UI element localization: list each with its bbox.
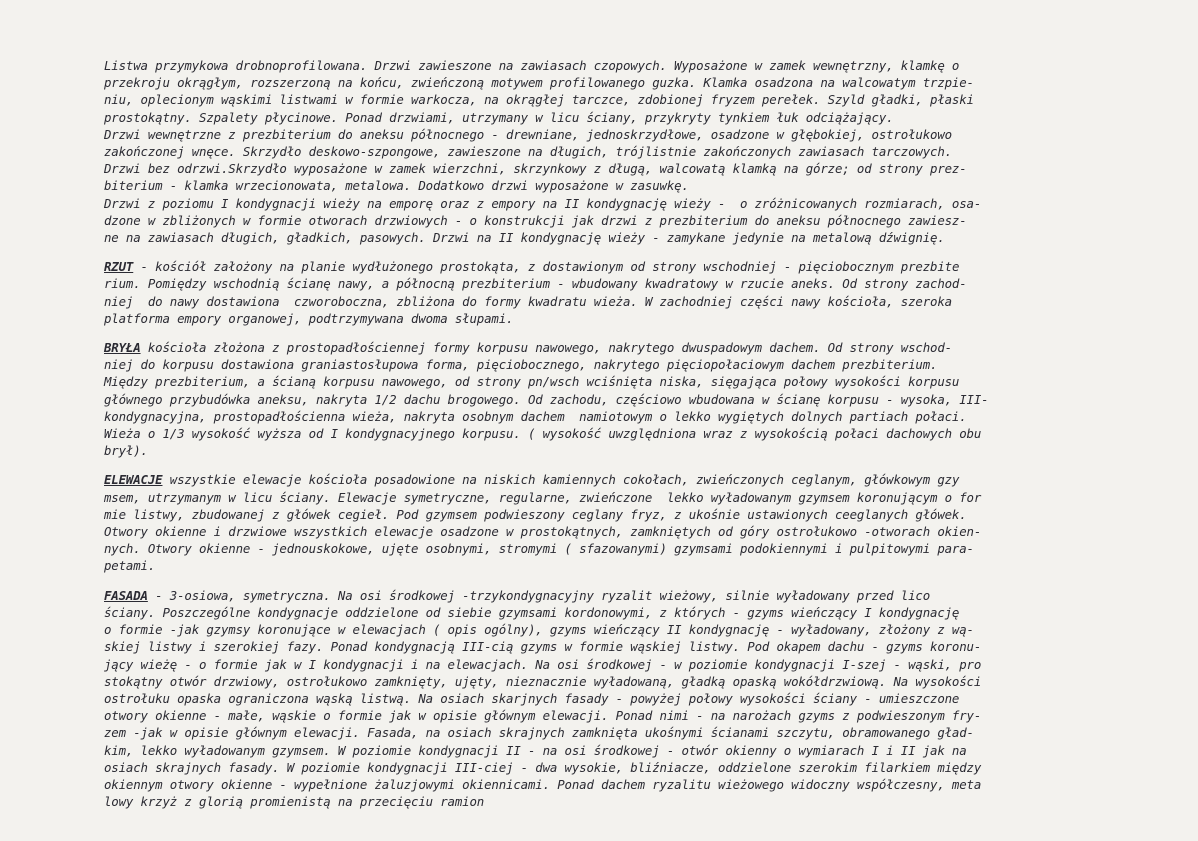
section-heading-elewacje: ELEWACJE xyxy=(104,472,163,488)
text-line: niej do nawy dostawiona czworoboczna, zbliżona do formy kwadratu wieża. W zachodniej części nawy kościoła, szeroka xyxy=(104,293,952,309)
text-line: niej do korpusu dostawiona graniastosłupowa forma, pięciobocznego, nakrytego pięciopołaciowym dachem prezbiterium. xyxy=(104,357,938,373)
text-line: - kościół założony na planie wydłużonego prostokąta, z dostawionym od strony wschodniej - pięciobocznym prezbite xyxy=(133,259,960,275)
text-line: nych. Otwory okienne - jednouskokowe, ujęte osobnymi, stromymi ( sfazowanymi) gzymsami podokiennymi i pulpitowymi para- xyxy=(104,541,974,557)
text-line: Między prezbiterium, a ścianą korpusu nawowego, od strony pn/wsch wciśnięta niska, sięgająca połowy wysokości korpusu xyxy=(104,374,960,390)
text-line: osiach skrajnych fasady. W poziomie kondygnacji III-ciej - dwa wysokie, bliźniacze, oddzielone szerokim filarkiem między xyxy=(104,759,982,775)
section-heading-fasada: FASADA xyxy=(104,587,148,603)
text-line: - 3-osiowa, symetryczna. Na osi środkowej -trzykondygnacyjny ryzalit wieżowy, silnie wyładowany przed lico xyxy=(147,587,931,603)
text-line: Drzwi wewnętrzne z prezbiterium do aneksu północnego - drewniane, jednoskrzydłowe, osadzone w głębokiej, ostrołukowo xyxy=(104,126,952,142)
text-line: brył). xyxy=(104,443,148,459)
text-line: wszystkie elewacje kościoła posadowione na niskich kamiennych cokołach, zwieńczonych ceglanym, główkowym gzy xyxy=(162,472,960,488)
text-line: niu, oplecionym wąskimi listwami w formie warkocza, na okrągłej tarczce, zdobionej fryzem perełek. Szyld gładki, płaski xyxy=(104,92,974,108)
text-line: zakończonej wnęce. Skrzydło deskowo-szpongowe, zawieszone na długich, trójlistnie zakończonych zawiasach tarczowych. xyxy=(104,144,952,160)
text-line: msem, utrzymanym w licu ściany. Elewacje symetryczne, regularne, zwieńczone lekko wyładowanym gzymsem koronującym o for xyxy=(104,489,982,505)
text-line: kondygnacyjna, prostopadłościenna wieża, nakryta osobnym dachem namiotowym o lekko wygiętych dolnych partiach połaci. xyxy=(104,408,967,424)
section-rzut xyxy=(104,258,1138,327)
text-line: platforma empory organowej, podtrzymywana dwoma słupami. xyxy=(104,310,514,326)
text-line: głównego przybudówka aneksu, nakryta 1/2 dachu brogowego. Od zachodu, częściowo wbudowana w ścianę korpusu - wysoka, III- xyxy=(104,391,989,407)
text-line: Wieża o 1/3 wysokość wyższa od I kondygnacyjnego korpusu. ( wysokość uwzględniona wraz z wysokością połaci dachowych obu xyxy=(104,426,982,442)
text-line: przekroju okrągłym, rozszerzoną na końcu, zwieńczoną motywem profilowanego guzka. Klamka osadzona na walcowatym trzpie- xyxy=(104,75,974,91)
text-line: dzone w zbliżonych w formie otworach drzwiowych - o konstrukcji jak drzwi z prezbiterium do aneksu północnego zawiesz- xyxy=(104,212,967,228)
section-elewacje xyxy=(104,471,1138,574)
text-line: jący wieżę - o formie jak w I kondygnacji i na elewacjach. Na osi środkowej - w poziomie kondygnacji I-szej - wąski, pro xyxy=(104,656,982,672)
text-line: Drzwi z poziomu I kondygnacji wieży na emporę oraz z empory na II kondygnację wieży - o zróżnicowanych rozmiarach, osa- xyxy=(104,195,982,211)
text-line: Otwory okienne i drzwiowe wszystkich elewacje osadzone w prostokątnych, zamkniętych od góry ostrołukowo -otworach okien- xyxy=(104,524,982,540)
text-line: kościoła złożona z prostopadłościennej formy korpusu nawowego, nakrytego dwuspadowym dachem. Od strony wschod- xyxy=(140,340,952,356)
text-line: stokątny otwór drzwiowy, ostrołukowo zamknięty, ujęty, nieznacznie wyładowaną, gładką opaską wokółdrzwiową. Na wysokości xyxy=(104,673,982,689)
text-line: o formie -jak gzymsy koronujące w elewacjach ( opis ogólny), gzyms wieńczący II kondygnację - wyładowany, złożony z wą- xyxy=(104,622,974,638)
text-line: ściany. Poszczególne kondygnacje oddzielone od siebie gzymsami kordonowymi, z których - gzyms wieńczący I kondygnację xyxy=(104,604,960,620)
text-line: kim, lekko wyładowanym gzymsem. W poziomie kondygnacji II - na osi środkowej - otwór okienny o wymiarach I i II jak na xyxy=(104,742,967,758)
text-line: mie listwy, zbudowanej z główek cegieł. Pod gzymsem podwieszony ceglany fryz, z ukośnie ustawionych ceeglanych główek. xyxy=(104,506,967,522)
paragraph-doors xyxy=(104,57,1138,246)
text-line: ne na zawiasach długich, gładkich, pasowych. Drzwi na II kondygnację wieży - zamykane jedynie na metalową dźwignię. xyxy=(104,230,945,246)
text-line: zem -jak w opisie głównym elewacji. Fasada, na osiach skrajnych zamknięta ukośnymi ścianami szczytu, obramowanego gład- xyxy=(104,725,974,741)
text-line: ostrołuku opaska ograniczona wąską listwą. Na osiach skarjnych fasady - powyżej połowy wysokości ściany - umieszczone xyxy=(104,690,960,706)
text-line: rium. Pomiędzy wschodnią ścianę nawy, a północną prezbiterium - wbudowany kwadratowy w rzucie aneks. Od strony zachod- xyxy=(104,276,967,292)
text-line: skiej listwy i szerokiej fazy. Ponad kondygnacją III-cią gzyms w formie wąskiej listwy. Pod okapem dachu - gzyms koronu- xyxy=(104,639,982,655)
text-line: Drzwi bez odrzwi.Skrzydło wyposażone w zamek wierzchni, skrzynkowy z długą, walcowatą klamką na górze; od strony prez- xyxy=(104,161,967,177)
text-line: otwory okienne - małe, wąskie o formie jak w opisie głównym elewacji. Ponad nimi - na narożach gzyms z podwieszonym fry- xyxy=(104,708,982,724)
text-line: lowy krzyż z glorią promienistą na przecięciu ramion xyxy=(104,794,485,810)
text-line: Listwa przymykowa drobnoprofilowana. Drzwi zawieszone na zawiasach czopowych. Wyposażone w zamek wewnętrzny, klamkę o xyxy=(104,58,960,73)
text-line: biterium - klamka wrzecionowata, metalowa. Dodatkowo drzwi wyposażone w zasuwkę. xyxy=(104,178,689,194)
section-bryla xyxy=(104,339,1138,459)
text-line: petami. xyxy=(104,558,156,574)
section-fasada xyxy=(104,587,1138,811)
section-heading-rzut: RZUT xyxy=(104,259,134,275)
section-heading-bryla: BRYŁA xyxy=(104,340,141,356)
text-line: prostokątny. Szpalety płycinowe. Ponad drzwiami, utrzymany w licu ściany, przykryty tynkiem łuk odciążający. xyxy=(104,109,894,125)
text-line: okiennym otwory okienne - wypełnione żaluzjowymi okiennicami. Ponad dachem ryzalitu wieżowego widoczny współczesny, meta xyxy=(104,776,982,792)
